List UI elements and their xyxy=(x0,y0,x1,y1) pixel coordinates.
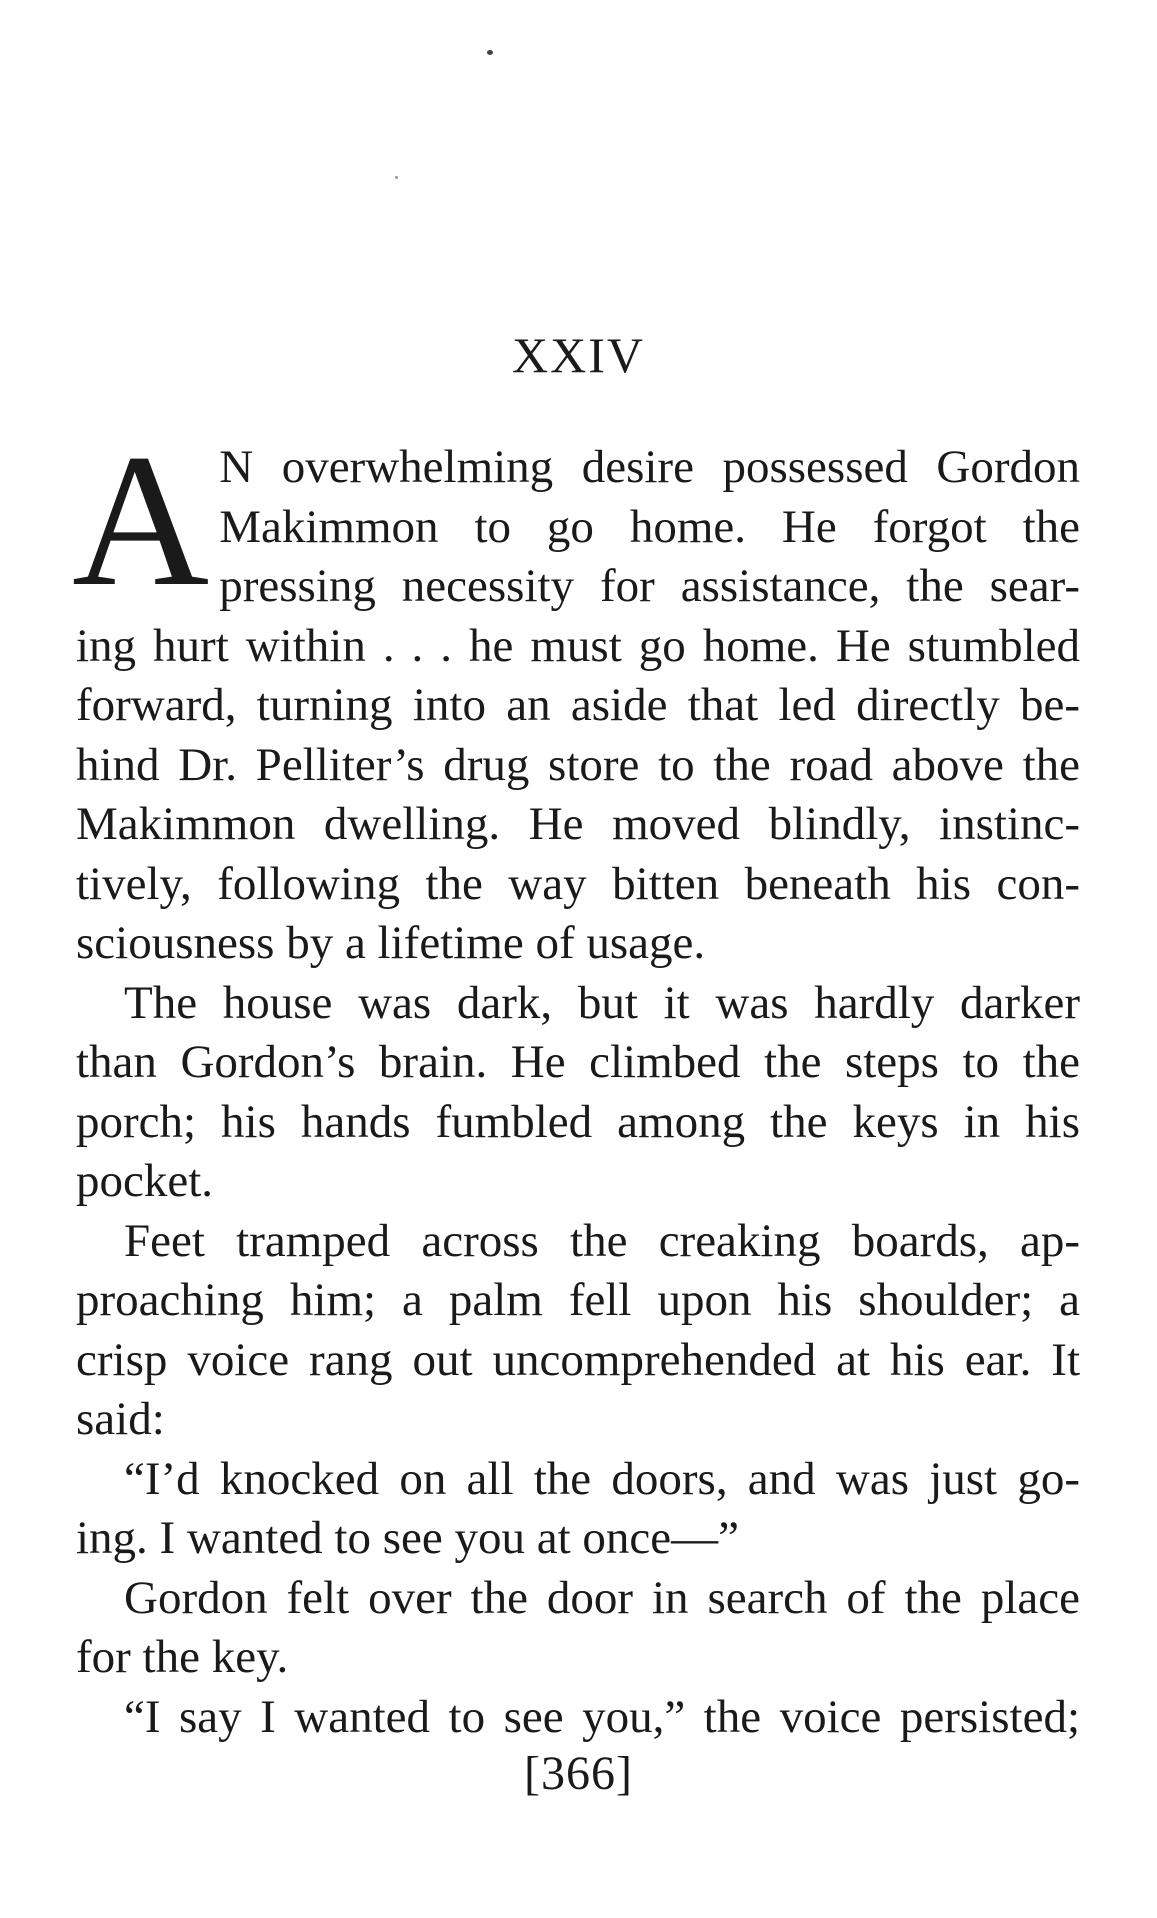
text-line xyxy=(76,914,1080,974)
text-line-content: for the key. xyxy=(76,1631,289,1683)
text-line xyxy=(76,1212,1080,1272)
text-line-content: than Gordon’s brain. He climbed the steps to the xyxy=(76,1036,1080,1088)
paragraph-6 xyxy=(76,1688,1080,1748)
text-line xyxy=(76,1688,1080,1748)
text-line xyxy=(76,974,1080,1034)
paragraph-5 xyxy=(76,1569,1080,1688)
text-line-content: hind Dr. Pelliter’s drug store to the road above the xyxy=(76,738,1080,791)
paragraph-3 xyxy=(76,1212,1080,1450)
text-line-content: tively, following the way bitten beneath his con- xyxy=(76,857,1080,910)
ink-speck xyxy=(395,176,398,179)
text-line-content: pressing necessity for assistance, the sear- xyxy=(219,560,1080,612)
text-line xyxy=(76,1271,1080,1331)
body-text xyxy=(72,416,1080,1747)
text-line xyxy=(76,1093,1080,1153)
text-line-content: “I say I wanted to see you,” the voice persisted; xyxy=(124,1690,1080,1743)
text-line xyxy=(76,1152,1080,1212)
text-line xyxy=(76,1033,1080,1093)
text-line xyxy=(76,1331,1080,1391)
text-line-content: Makimmon to go home. He forgot the xyxy=(219,500,1080,553)
paragraph-2 xyxy=(76,974,1080,1212)
text-line-content: “I’d knocked on all the doors, and was just go- xyxy=(124,1452,1080,1505)
text-line-content: proaching him; a palm fell upon his shoulder; a xyxy=(76,1274,1080,1326)
text-line xyxy=(76,617,1080,677)
ink-speck xyxy=(487,50,493,55)
paragraph-1 xyxy=(72,416,1080,974)
text-line-content: Feet tramped across the creaking boards, ap- xyxy=(124,1214,1080,1267)
text-line-content: Makimmon dwelling. He moved blindly, instinc- xyxy=(76,798,1080,850)
text-line-content: said: xyxy=(76,1393,165,1445)
chapter-heading: XXIV xyxy=(512,327,645,383)
drop-cap: A xyxy=(72,416,210,626)
text-line xyxy=(76,676,1080,736)
page-number: [366] xyxy=(524,1747,633,1800)
text-line xyxy=(76,1509,1080,1569)
text-line xyxy=(76,557,1080,617)
text-line-content: forward, turning into an aside that led directly be- xyxy=(76,679,1080,731)
text-line-content: crisp voice rang out uncomprehended at his ear. It xyxy=(76,1333,1080,1386)
text-line xyxy=(76,498,1080,558)
text-line xyxy=(76,1628,1080,1688)
text-line xyxy=(76,1450,1080,1510)
text-line-content: Gordon felt over the door in search of the place xyxy=(124,1571,1080,1624)
paragraph-4 xyxy=(76,1450,1080,1569)
text-line-content: pocket. xyxy=(76,1155,214,1207)
text-line-content: sciousness by a lifetime of usage. xyxy=(76,917,706,969)
text-line-content: N overwhelming desire possessed Gordon xyxy=(219,441,1080,493)
text-line xyxy=(76,1390,1080,1450)
text-line-content: ing. I wanted to see you at once—” xyxy=(76,1512,740,1564)
text-line-content: The house was dark, but it was hardly darker xyxy=(124,976,1080,1029)
text-line-content: porch; his hands fumbled among the keys in his xyxy=(76,1095,1080,1148)
text-line xyxy=(76,795,1080,855)
text-line xyxy=(76,438,1080,498)
text-line xyxy=(76,855,1080,915)
text-line-content: ing hurt within . . . he must go home. He stumbled xyxy=(76,619,1080,672)
text-line xyxy=(76,736,1080,796)
text-line xyxy=(76,1569,1080,1629)
